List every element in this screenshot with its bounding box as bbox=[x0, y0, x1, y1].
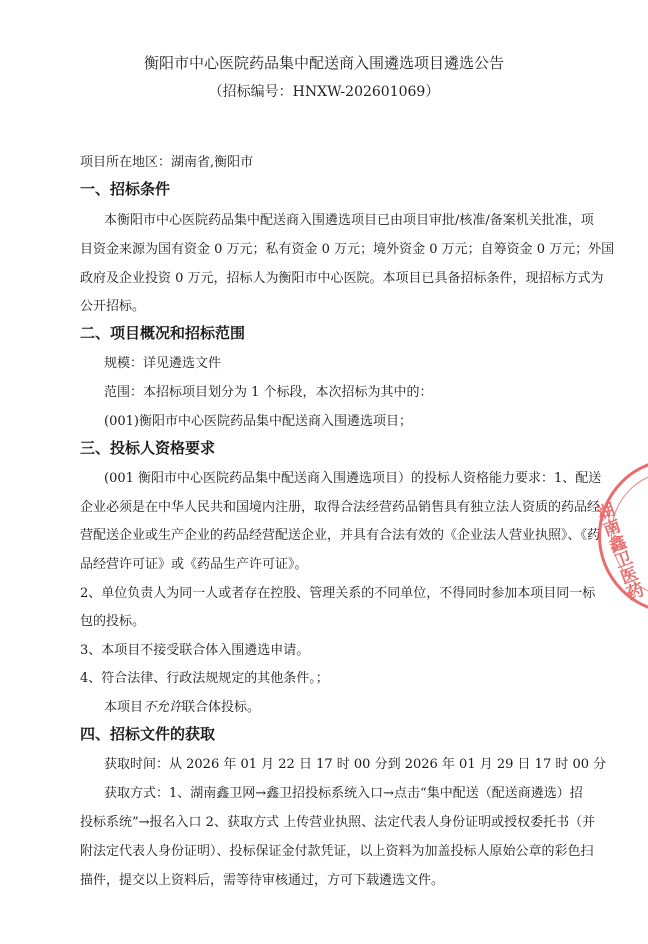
paragraph-line: 品经营许可证》或《药品生产许可证》。 bbox=[80, 557, 308, 572]
paragraph-line: 2、单位负责人为同一人或者存在控股、管理关系的不同单位，不得同时参加本项目同一标 bbox=[80, 586, 596, 601]
paragraph-line: 范围：本招标项目划分为 1 个标段，本次招标为其中的： bbox=[104, 385, 433, 400]
tender-code: （招标编号：HNXW-202601069） bbox=[208, 84, 440, 100]
paragraph-line: 附法定代表人身份证明）、投标保证金付款凭证，以上资料为加盖投标人原始公章的彩色扫 bbox=[80, 844, 594, 859]
paragraph-line: 3、本项目不接受联合体入围遴选申请。 bbox=[80, 643, 310, 658]
seal-text: 湖南鑫卫医药 bbox=[591, 500, 645, 604]
paragraph-line: (001)衡阳市中心医院药品集中配送商入围遴选项目； bbox=[104, 414, 412, 429]
paragraph-line: 规模：详见遴选文件 bbox=[104, 356, 222, 371]
paragraph-line: 政府及企业投资 0 万元，招标人为衡阳市中心医院。本项目已具备招标条件，现招标方式为 bbox=[80, 271, 604, 286]
paragraph-line: 企业必须是在中华人民共和国境内注册，取得合法经营药品销售具有独立法人资质的药品经 bbox=[80, 500, 601, 515]
consortium-prefix: 本项目 bbox=[104, 700, 144, 715]
paragraph-line: 本衡阳市中心医院药品集中配送商入围遴选项目已由项目审批/核准/备案机关批准，项 bbox=[104, 213, 594, 228]
consortium-note bbox=[104, 696, 260, 715]
paragraph-line: 获取方式：1、湖南鑫卫网→鑫卫招投标系统入口→点击“集中配送（配送商遴选）招 bbox=[104, 786, 583, 801]
paragraph-line: 获取时间：从 2026 年 01 月 22 日 17 时 00 分到 2026 年 01 月 29 日 17 时 00 分 bbox=[104, 757, 607, 772]
paragraph-line: 4、符合法律、行政法规规定的其他条件。； bbox=[80, 671, 329, 686]
paragraph-line: 描件，提交以上资料后，需等待审核通过，方可下载遴选文件。 bbox=[80, 873, 445, 888]
paragraph-line: 投标系统”→报名入口 2、获取方式 上传营业执照、法定代表人身份证明或授权委托书（并 bbox=[80, 815, 596, 830]
consortium-not-allowed: 不允许 bbox=[143, 700, 183, 715]
paragraph-line: 包的投标。 bbox=[80, 614, 146, 629]
section-heading-scope: 二、项目概况和招标范围 bbox=[80, 324, 246, 342]
section-heading-documents: 四、招标文件的获取 bbox=[80, 725, 216, 743]
paragraph-line: (001 衡阳市中心医院药品集中配送商入围遴选项目）的投标人资格能力要求：1、配送 bbox=[104, 471, 602, 486]
project-location: 项目所在地区：湖南省,衡阳市 bbox=[80, 155, 254, 170]
notice-title: 衡阳市中心医院药品集中配送商入围遴选项目遴选公告 bbox=[143, 54, 504, 72]
company-seal bbox=[591, 458, 648, 614]
paragraph-line: 目资金来源为国有资金 0 万元；私有资金 0 万元；境外资金 0 万元；自筹资金 0 万元；外国 bbox=[80, 242, 615, 257]
section-heading-qualifications: 三、投标人资格要求 bbox=[80, 439, 216, 457]
paragraph-line: 公开招标。 bbox=[80, 299, 146, 314]
consortium-suffix: 联合体投标。 bbox=[182, 700, 261, 715]
section-heading-conditions: 一、招标条件 bbox=[80, 180, 171, 198]
paragraph-line: 营配送企业或生产企业的药品经营配送企业，并具有合法有效的《企业法人营业执照》、《药 bbox=[80, 528, 601, 543]
